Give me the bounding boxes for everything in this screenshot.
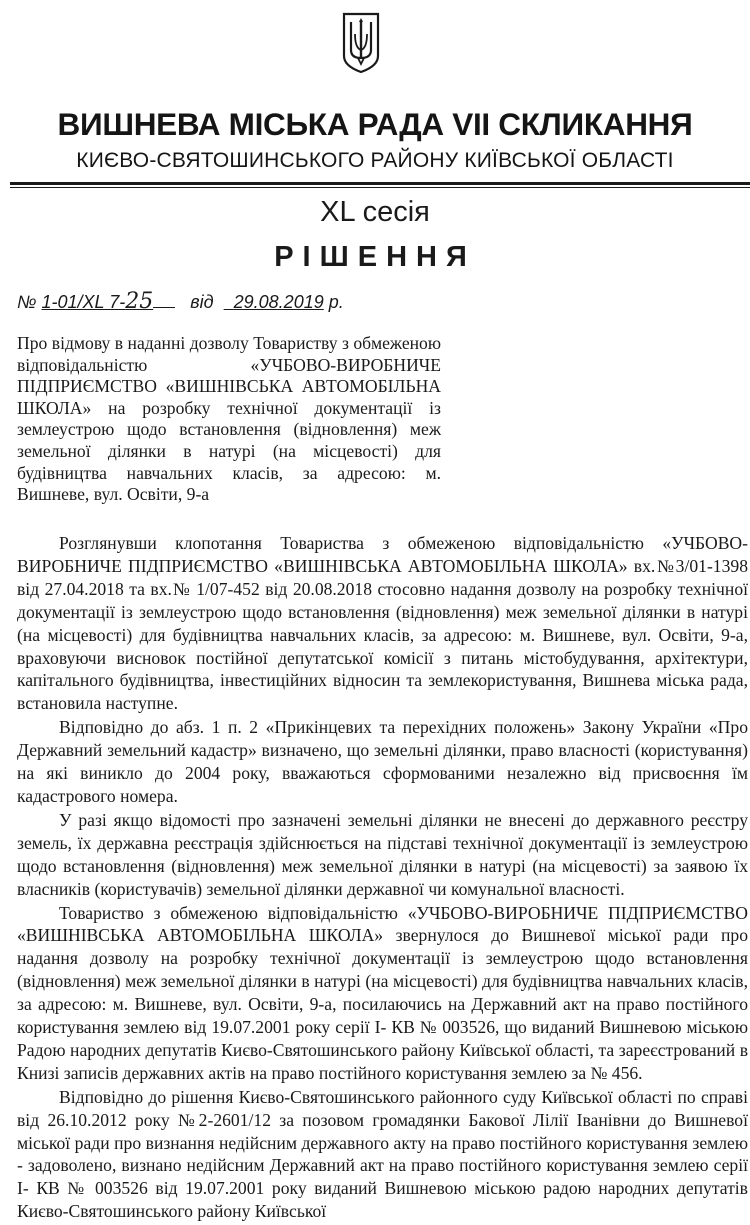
body-paragraph: Відповідно до рішення Києво-Святошинського районного суду Київської області по справі від 26.10.2012 року №2-2601/12 за позовом громадянки Бакової Лілії Іванівни до Вишневої міської ради про визнання недійсним державного акту на право постійного користування землею - задоволено, визнано недійсним Державний акт на право постійного користування землею серії І- КВ № 003526 від 19.07.2001 року виданий Вишневою міською радою народних депутатів Києво-Святошинського району Київської	[17, 1086, 748, 1222]
header-divider-thick	[10, 182, 750, 185]
decision-number-line	[17, 290, 344, 314]
session-label: XL сесія	[320, 196, 430, 228]
decision-number: 1-01/XL 7-25	[41, 289, 154, 314]
body-paragraph: Розглянувши клопотання Товариства з обмеженою відповідальністю «УЧБОВО-ВИРОБНИЧЕ ПІДПРИЄМСТВО «ВИШНІВСЬКА АВТОМОБІЛЬНА ШКОЛА» вх.№3/01-1398 від 27.04.2018 та вх.№ 1/07-452 від 20.08.2018 стосовно надання дозволу на розробку технічної документації із землеустрою щодо встановлення (відновлення) меж земельної ділянки в натурі (на місцевості) для будівництва навчальних класів, за адресою: м. Вишневе, вул. Освіти, 9-а, враховуючи висновок постійної депутатської комісії з питань містобудування, архітектури, капітального будівництва, інвестиційних відносин та землекористування, Вишнева міська рада, встановила наступне.	[17, 533, 748, 714]
council-title: ВИШНЕВА МІСЬКА РАДА VII СКЛИКАННЯ	[57, 106, 693, 142]
number-prefix: №	[17, 292, 37, 312]
body-paragraph: Відповідно до абз. 1 п. 2 «Прикінцевих та перехідних положень» Закону України «Про Державний земельний кадастр» визначено, що земельні ділянки, право власності (користування) на які виникло до 2004 року, вважаються сформованими незалежно від присвоєння їм кадастрового номера.	[17, 717, 748, 806]
handwritten-number: 25	[125, 289, 154, 314]
council-subtitle: КИЄВО-СВЯТОШИНСЬКОГО РАЙОНУ КИЇВСЬКОЇ ОБЛАСТІ	[76, 149, 674, 172]
body-paragraph: Товариство з обмеженою відповідальністю «УЧБОВО-ВИРОБНИЧЕ ПІДПРИЄМСТВО «ВИШНІВСЬКА АВТОМОБІЛЬНА ШКОЛА» звернулося до Вишневої міської ради про надання дозволу на розробку технічної документації із землеустрою щодо встановлення (відновлення) меж земельної ділянки в натурі (на місцевості) для будівництва навчальних класів, за адресою: м. Вишневе, вул. Освіти, 9-а, посилаючись на Державний акт на право постійного користування землею від 19.07.2001 року серії І- КВ № 003526, що виданий Вишневою міською Радою народних депутатів Києво-Святошинського району Київської області, та зареєстрований в Книзі записів державних актів на право постійного користування землею за № 456.	[17, 902, 748, 1083]
decision-date: 29.08.2019	[233, 292, 324, 312]
decision-heading: РІШЕННЯ	[274, 241, 476, 273]
number-underline	[153, 294, 175, 308]
header-divider-thin	[10, 187, 750, 188]
from-label: від	[190, 292, 214, 312]
body-paragraph: У разі якщо відомості про зазначені земельні ділянки не внесені до державного реєстру земель, їх державна реєстрація здійснюється на підставі технічної документації із землеустрою щодо встановлення (відновлення) меж земельної ділянки в натурі (на місцевості) за заявою їх власників (користувачів) земельної ділянки державної чи комунальної власності.	[17, 809, 748, 899]
year-suffix: р.	[328, 292, 344, 312]
decision-subject: Про відмову в наданні дозволу Товариству з обмеженою відповідальністю «УЧБОВО-ВИРОБНИЧЕ ПІДПРИЄМСТВО «ВИШНІВСЬКА АВТОМОБІЛЬНА ШКОЛА» на розробку технічної документації із землеустрою щодо встановлення (відновлення) меж земельної ділянки в натурі (на місцевості) для будівництва навчальних класів, за адресою: м. Вишневе, вул. Освіти, 9-а	[17, 333, 441, 505]
trident-emblem-icon	[341, 12, 381, 74]
decision-body	[17, 532, 748, 1224]
